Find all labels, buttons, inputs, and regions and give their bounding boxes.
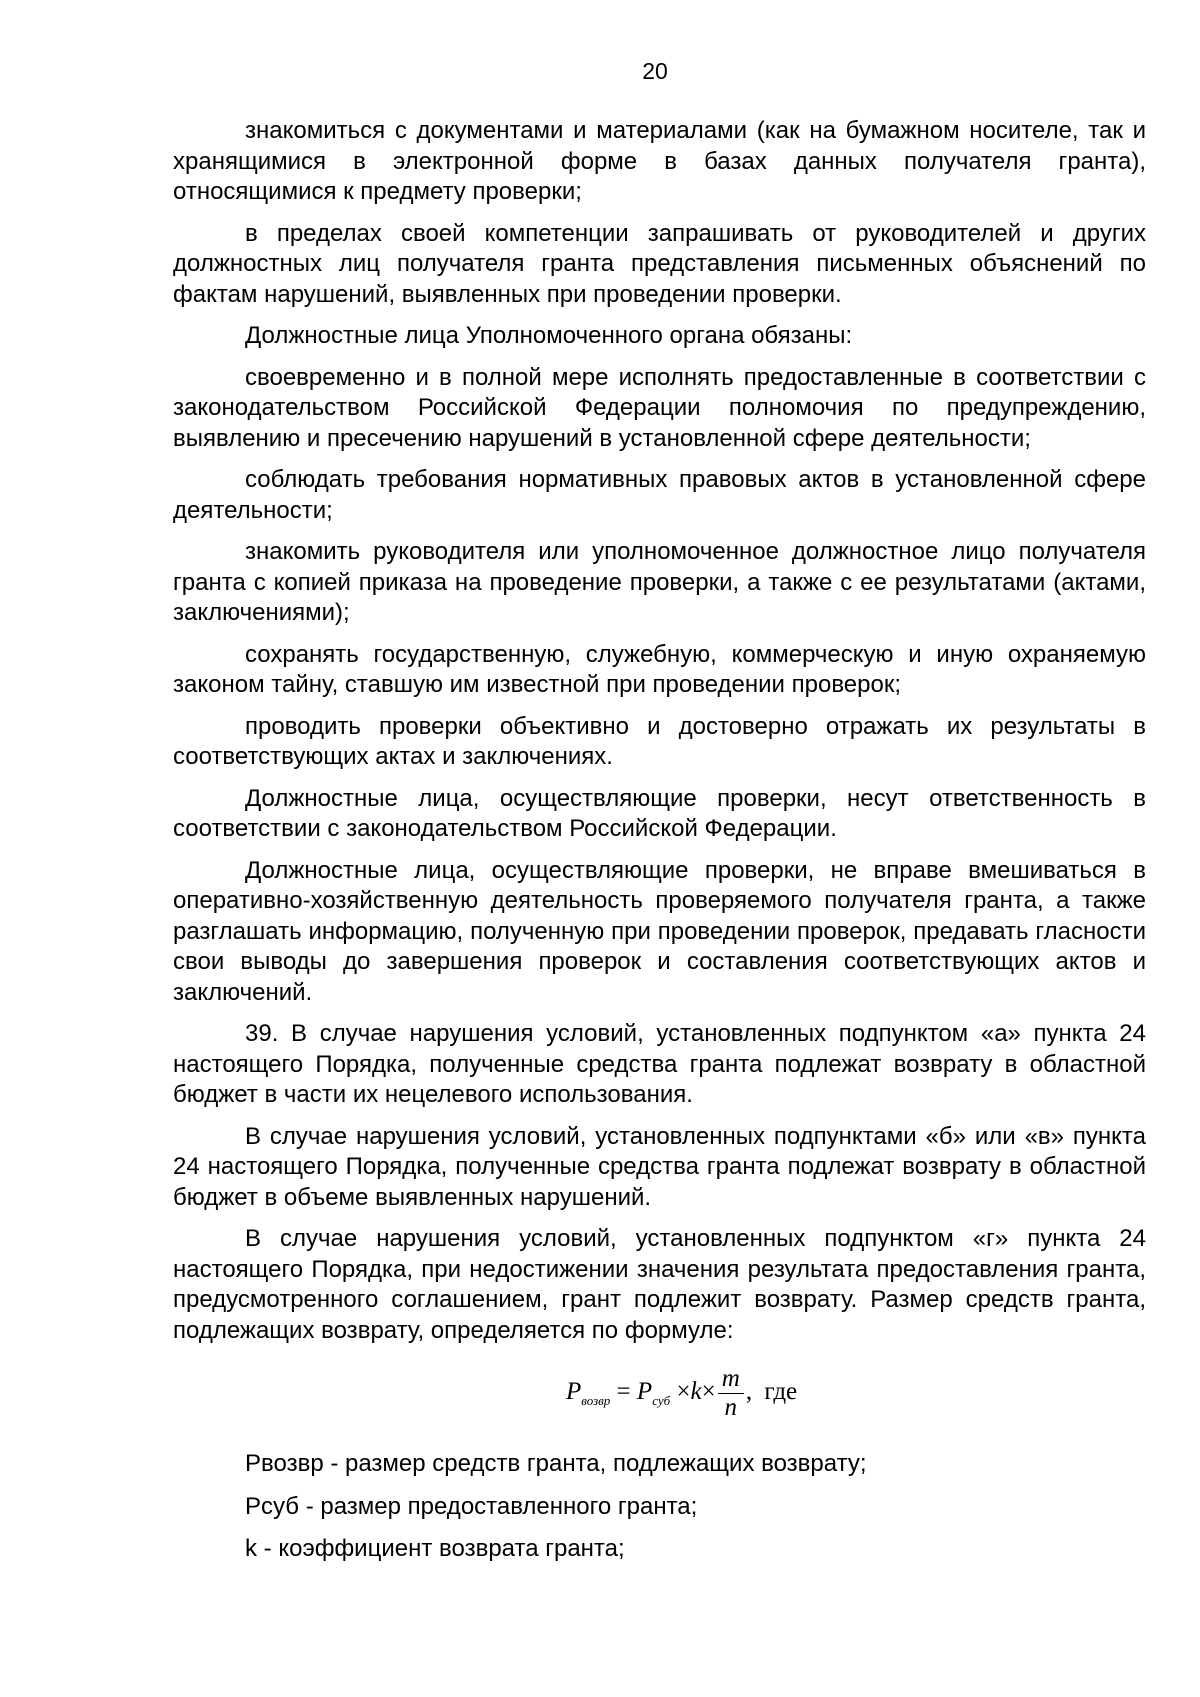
- formula-comma: ,: [745, 1378, 753, 1406]
- paragraph: соблюдать требования нормативных правовых актов в установленной сфере деятельности;: [173, 466, 1146, 524]
- paragraph: своевременно и в полной мере исполнять предоставленные в соответствии с законодательством Российской Федерации полномочия по предупреждению, выявлению и пресечению нарушений в установленной сфере деятельности;: [173, 363, 1146, 452]
- formula-where: где: [764, 1378, 798, 1406]
- formula-k: k: [690, 1378, 702, 1406]
- formula-rhs-symbol: P: [636, 1378, 653, 1406]
- formula-rhs-subscript: суб: [652, 1393, 671, 1409]
- paragraph: сохранять государственную, служебную, коммерческую и иную охраняемую законом тайну, ставшую им известной при проведении проверок;: [173, 640, 1146, 698]
- paragraph: Должностные лица, осуществляющие проверки, несут ответственность в соответствии с законодательством Российской Федерации.: [173, 784, 1146, 842]
- paragraph: Должностные лица, осуществляющие проверки, не вправе вмешиваться в оперативно-хозяйственную деятельность проверяемого получателя гранта, а также разглашать информацию, полученную при проведении проверок, предавать гласности свои выводы до завершения проверок и составления соответствующих актов и заключений.: [173, 856, 1146, 1006]
- definition-item: Рсуб - размер предоставленного гранта;: [245, 1492, 698, 1520]
- paragraph: В случае нарушения условий, установленных подпунктом «г» пункта 24 настоящего Порядка, при недостижении значения результата предоставления гранта, предусмотренного соглашением, грант подлежит возврату. Размер средств гранта, подлежащих возврату, определяется по формуле:: [173, 1225, 1146, 1344]
- definition-item: Рвозвр - размер средств гранта, подлежащих возврату;: [245, 1450, 867, 1477]
- page-number: 20: [642, 58, 668, 84]
- formula-numerator: m: [718, 1365, 744, 1394]
- paragraph: 39. В случае нарушения условий, установленных подпунктом «а» пункта 24 настоящего Порядка, полученные средства гранта подлежат возврату в областной бюджет в части их нецелевого использования.: [173, 1020, 1146, 1108]
- paragraph: знакомить руководителя или уполномоченное должностное лицо получателя гранта с копией приказа на проведение проверки, а также с ее результатами (актами, заключениями);: [173, 538, 1146, 626]
- paragraph: В случае нарушения условий, установленных подпунктами «б» или «в» пункта 24 настоящего Порядка, полученные средства гранта подлежат возврату в областной бюджет в объеме выявленных нарушений.: [173, 1122, 1146, 1211]
- definition-item: k - коэффициент возврата гранта;: [245, 1535, 625, 1562]
- formula-times: ×: [676, 1378, 691, 1406]
- document-body: [173, 116, 1146, 1577]
- paragraph: проводить проверки объективно и достоверно отражать их результаты в соответствующих актах и заключениях.: [173, 712, 1146, 770]
- formula-lhs-subscript: возвр: [581, 1393, 611, 1409]
- formula-fraction: [718, 1365, 744, 1422]
- paragraph: Должностные лица Уполномоченного органа обязаны:: [245, 322, 853, 349]
- formula-times: ×: [701, 1378, 716, 1406]
- formula-equals: =: [616, 1378, 631, 1406]
- paragraph: знакомиться с документами и материалами (как на бумажном носителе, так и хранящимися в электронной форме в базах данных получателя гранта), относящимися к предмету проверки;: [173, 117, 1146, 205]
- formula-denominator: n: [724, 1394, 738, 1421]
- paragraph: в пределах своей компетенции запрашивать от руководителей и других должностных лиц получателя гранта представления письменных объяснений по фактам нарушений, выявленных при проведении проверки.: [173, 219, 1146, 308]
- refund-formula: [173, 1357, 1146, 1437]
- formula-lhs-symbol: P: [566, 1378, 582, 1406]
